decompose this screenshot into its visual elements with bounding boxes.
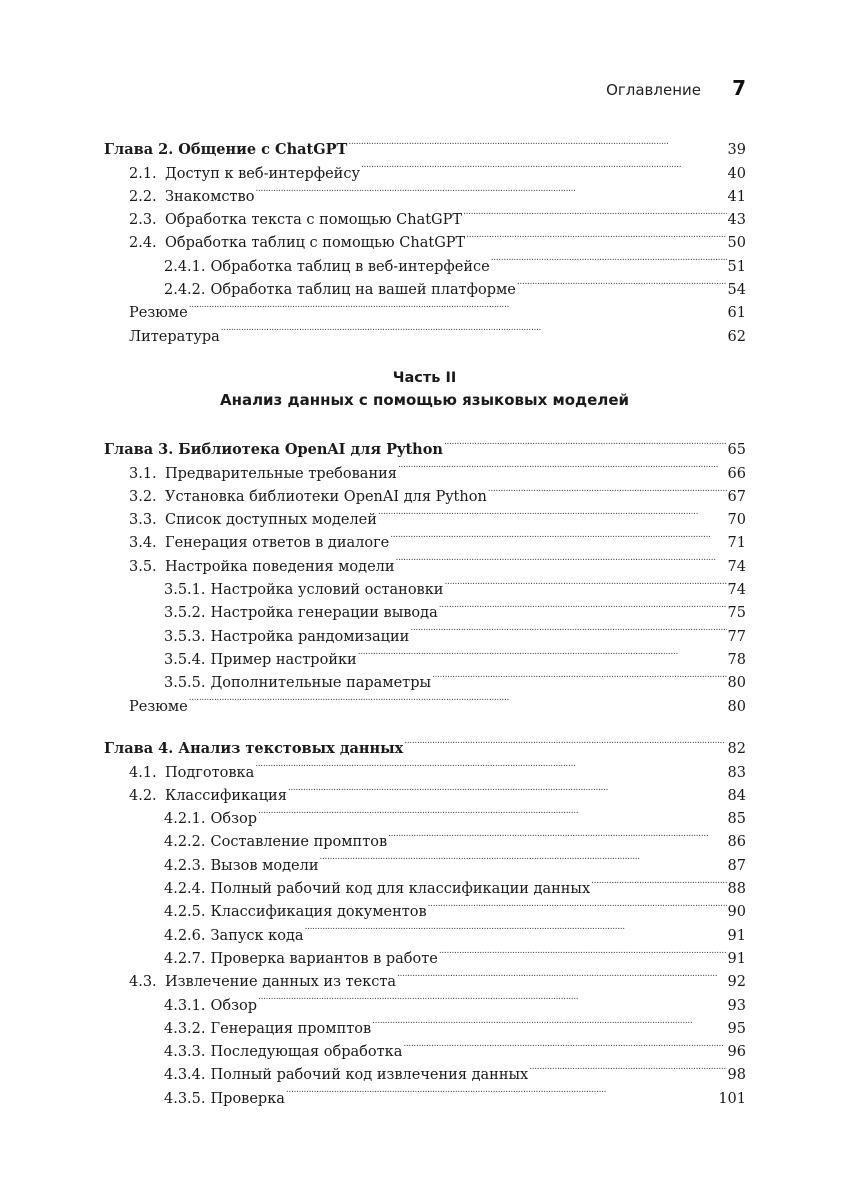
dot-leader <box>444 571 726 594</box>
dot-leader <box>189 294 727 317</box>
dot-leader <box>488 478 727 501</box>
dot-leader <box>361 154 727 177</box>
toc-entry <box>104 294 746 322</box>
toc-entry-title: Последующая обработка <box>210 1044 403 1061</box>
toc-entry-page: 86 <box>727 834 746 851</box>
part-title: Анализ данных с помощью языковых моделей <box>219 391 630 409</box>
toc-entry-title: Резюме <box>129 305 188 322</box>
toc-entry-page: 87 <box>727 857 746 874</box>
dot-leader <box>255 753 726 776</box>
dot-leader <box>444 431 727 454</box>
toc-entry-title: Извлечение данных из текста <box>165 974 397 991</box>
toc-entry-page: 80 <box>727 675 746 692</box>
toc-entry-number: 4.2.5. <box>164 904 206 921</box>
toc-entry-page: 67 <box>727 488 746 505</box>
toc-entry-title: Классификация документов <box>210 904 427 921</box>
toc-entry-number: 3.4. <box>129 535 157 552</box>
page-number: 7 <box>732 76 746 100</box>
toc-entry-title: Обработка таблиц с помощью ChatGPT <box>165 235 466 252</box>
toc-entry-title: Обработка таблиц на вашей платформе <box>210 282 516 299</box>
toc-entry-number: 3.5.5. <box>164 675 206 692</box>
toc-entry-title: Классификация <box>165 787 287 804</box>
dot-leader <box>432 664 727 687</box>
toc-entry-title: Резюме <box>129 698 188 715</box>
toc-entry-title: Общение с ChatGPT <box>178 141 348 159</box>
toc-entry-title: Знакомство <box>165 188 255 205</box>
toc-entry-number: Глава 3. <box>104 441 174 459</box>
dot-leader <box>529 1056 726 1079</box>
toc-entry-number: 2.2. <box>129 188 157 205</box>
dot-leader <box>388 823 726 846</box>
toc-entry-title: Настройка условий остановки <box>210 582 444 599</box>
toc-entry-title: Обзор <box>210 811 258 828</box>
toc-entry-page: 39 <box>727 142 746 159</box>
toc-entry-number: 4.3.5. <box>164 1090 206 1107</box>
toc-entry-title: Настройка рандомизации <box>210 628 410 645</box>
toc-entry-number: 3.5. <box>129 558 157 575</box>
toc-entry-number: 4.2.4. <box>164 881 206 898</box>
toc-chapter-entry <box>104 431 746 459</box>
toc-entry-page: 82 <box>727 741 746 758</box>
toc-entry-page: 98 <box>727 1067 746 1084</box>
toc-entry-page: 43 <box>727 212 746 229</box>
toc-entry-title: Проверка вариантов в работе <box>210 950 438 967</box>
dot-leader <box>398 454 727 477</box>
dot-leader <box>439 940 727 963</box>
toc-entry-number: 2.3. <box>129 212 157 229</box>
toc-entry-number: 4.3. <box>129 974 157 991</box>
toc-entry-number: 4.2.3. <box>164 857 206 874</box>
toc-entry-page: 41 <box>727 188 746 205</box>
toc-entry-number: 3.5.3. <box>164 628 206 645</box>
toc-chapter-entry <box>104 131 746 159</box>
toc-entry-title: Настройка генерации вывода <box>210 605 438 622</box>
toc-entry-page: 92 <box>727 974 746 991</box>
toc-entry-page: 95 <box>727 1020 746 1037</box>
toc-entry-title: Запуск кода <box>210 927 304 944</box>
toc-chapter-entry <box>104 730 746 758</box>
toc-entry-number: 3.3. <box>129 512 157 529</box>
dot-leader <box>372 1010 726 1033</box>
toc-entry-number: 4.3.2. <box>164 1020 206 1037</box>
toc-entry-page: 96 <box>727 1044 746 1061</box>
toc-entry-title: Подготовка <box>165 764 255 781</box>
toc-entry-page: 77 <box>727 628 746 645</box>
toc-entry-number: 4.3.1. <box>164 997 206 1014</box>
dot-leader <box>189 687 727 710</box>
toc-entry-page: 91 <box>727 950 746 967</box>
toc-entry-number: 3.5.1. <box>164 582 206 599</box>
dot-leader <box>428 893 727 916</box>
toc-entry-page: 54 <box>727 282 746 299</box>
toc-entry-page: 75 <box>727 605 746 622</box>
toc-entry-number: 2.4. <box>129 235 157 252</box>
running-header <box>0 78 849 102</box>
toc-entry-page: 40 <box>727 165 746 182</box>
toc-entry-page: 84 <box>727 787 746 804</box>
toc-entry-number: 2.4.2. <box>164 282 206 299</box>
toc-entry-title: Полный рабочий код для классификации данных <box>210 881 591 898</box>
toc-entry-page: 50 <box>727 235 746 252</box>
toc-entry-page: 93 <box>727 997 746 1014</box>
dot-leader <box>221 317 727 340</box>
dot-leader <box>591 870 726 893</box>
toc-entry-title: Установка библиотеки OpenAI для Python <box>165 488 487 505</box>
toc-entry-title: Полный рабочий код извлечения данных <box>210 1067 529 1084</box>
toc-entry-number: Глава 2. <box>104 141 174 159</box>
dot-leader <box>517 271 727 294</box>
toc-entry-number: 4.3.3. <box>164 1044 206 1061</box>
toc-entry-number: 3.5.4. <box>164 651 206 668</box>
toc-entry-page: 78 <box>727 651 746 668</box>
dot-leader <box>397 963 726 986</box>
toc-entry-number: 4.2.1. <box>164 811 206 828</box>
dot-leader <box>288 777 727 800</box>
dot-leader <box>378 501 727 524</box>
toc-chapter-3 <box>104 431 746 715</box>
toc-entry-number: 4.2.6. <box>164 927 206 944</box>
toc-entry-page: 71 <box>727 535 746 552</box>
toc-entry-page: 74 <box>727 582 746 599</box>
toc-entry-number: 4.2.2. <box>164 834 206 851</box>
toc-entry-number: 2.4.1. <box>164 258 206 275</box>
toc-entry-title: Доступ к веб-интерфейсу <box>165 165 360 182</box>
toc-entry-number: Глава 4. <box>104 740 174 758</box>
toc-entry-title: Обзор <box>210 997 258 1014</box>
toc-entry-page: 74 <box>727 558 746 575</box>
toc-entry-number: 3.1. <box>129 465 157 482</box>
toc-entry-page: 88 <box>727 881 746 898</box>
dot-leader <box>358 641 727 664</box>
toc-entry-title: Обработка таблиц в веб-интерфейсе <box>210 258 490 275</box>
dot-leader <box>305 916 727 939</box>
dot-leader <box>258 800 726 823</box>
toc-entry-title: Литература <box>129 328 220 345</box>
toc-entry-title: Предварительные требования <box>165 465 397 482</box>
dot-leader <box>396 547 727 570</box>
dot-leader <box>348 131 726 154</box>
toc-entry-title: Пример настройки <box>210 651 357 668</box>
toc-entry-page: 80 <box>727 698 746 715</box>
toc-entry-page: 91 <box>727 927 746 944</box>
toc-entry-number: 4.2.7. <box>164 950 206 967</box>
toc-entry <box>104 687 746 715</box>
toc-chapter-4 <box>104 730 746 1107</box>
toc-entry-number: 3.5.2. <box>164 605 206 622</box>
dot-leader <box>404 730 726 753</box>
toc-entry-page: 83 <box>727 764 746 781</box>
toc-entry-title: Список доступных моделей <box>165 512 377 529</box>
dot-leader <box>258 986 726 1009</box>
toc-entry-number: 4.3.4. <box>164 1067 206 1084</box>
toc-entry-page: 65 <box>727 442 746 459</box>
toc-entry-title: Анализ текстовых данных <box>178 740 404 758</box>
toc-entry-page: 70 <box>727 512 746 529</box>
toc-chapter-2 <box>104 131 746 345</box>
toc-entry-number: 4.2. <box>129 787 157 804</box>
dot-leader <box>255 178 726 201</box>
toc-entry-title: Дополнительные параметры <box>210 675 432 692</box>
dot-leader <box>463 201 726 224</box>
toc-entry-page: 101 <box>718 1090 746 1107</box>
toc-entry-number: 2.1. <box>129 165 157 182</box>
dot-leader <box>439 594 727 617</box>
toc-entry-title: Проверка <box>210 1090 285 1107</box>
toc-entry-page: 62 <box>727 328 746 345</box>
toc-entry-page: 90 <box>727 904 746 921</box>
toc-entry-title: Составление промптов <box>210 834 388 851</box>
part-heading <box>0 368 849 412</box>
header-title: Оглавление <box>606 81 701 99</box>
toc-entry-title: Обработка текста с помощью ChatGPT <box>165 212 463 229</box>
dot-leader <box>403 1033 726 1056</box>
toc-entry-number: 3.2. <box>129 488 157 505</box>
dot-leader <box>410 617 726 640</box>
dot-leader <box>491 247 727 270</box>
toc-entry-title: Настройка поведения модели <box>165 558 395 575</box>
part-label: Часть II <box>392 370 457 386</box>
toc-entry-title: Вызов модели <box>210 857 319 874</box>
toc-entry-page: 61 <box>727 305 746 322</box>
dot-leader <box>320 846 727 869</box>
dot-leader <box>286 1079 717 1102</box>
toc-entry-page: 51 <box>727 258 746 275</box>
toc-entry-title: Генерация промптов <box>210 1020 372 1037</box>
toc-entry-page: 66 <box>727 465 746 482</box>
dot-leader <box>466 224 726 247</box>
toc-entry-title: Библиотека OpenAI для Python <box>178 441 443 459</box>
toc-entry-number: 4.1. <box>129 764 157 781</box>
dot-leader <box>390 524 726 547</box>
toc-entry-page: 85 <box>727 811 746 828</box>
toc-entry-title: Генерация ответов в диалоге <box>165 535 390 552</box>
toc-entry <box>104 317 746 345</box>
